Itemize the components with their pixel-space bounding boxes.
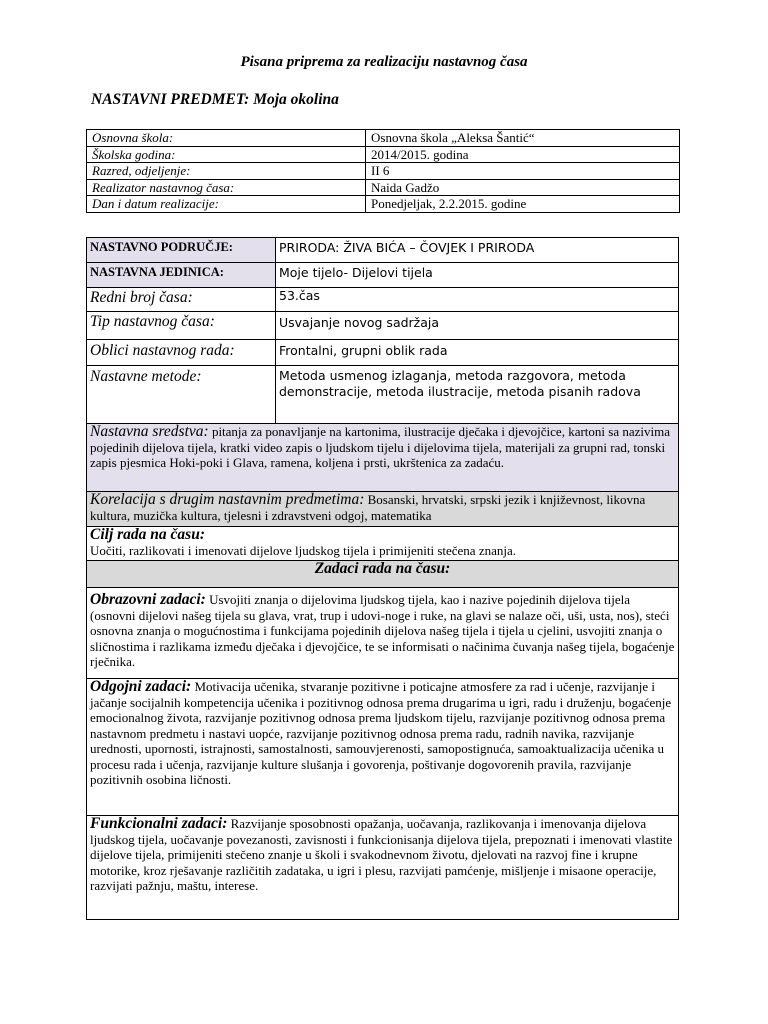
obrazovni-label: Obrazovni zadaci: (90, 591, 206, 608)
obrazovni-cell (87, 588, 679, 679)
table-row (87, 179, 680, 196)
info-value: II 6 (366, 163, 680, 180)
odgojni-text: Motivacija učenika, stvaranje pozitivne i poticajne atmosfere za rad i učenje, razvijanje i jačanje socijalnih kompetencija učenika i pozitivnog odnosa prema drugarima u igri, radu i druženju, bogaćenje emocionalnog života, razvijanje pozitivnog odnosa prema ljudskom tijelu, razvijanje pozitivnog odnosa prema nastavnom predmetu i nastavi uopće, razvijanje pozitivnog odnosa prema radu, radnih navika, razvijanje urednosti, upornosti, istrajnosti, samostalnosti, samouvjerenosti, samopostignuća, samoaktualizacija učenika u procesu rada i učenja, razvijanje kulture slušanja i govorenja, poštivanje dogovorenih pravila, razvijanje pozitivnih osobina ličnosti. (90, 679, 672, 787)
row-value: 53.čas (276, 288, 679, 312)
school-info-table (86, 129, 680, 213)
table-row (87, 679, 679, 816)
info-label: Razred, odjeljenje: (87, 163, 366, 180)
table-row (87, 588, 679, 679)
sredstva-label: Nastavna sredstva: (90, 423, 209, 440)
funkcionalni-cell (87, 816, 679, 920)
table-row (87, 366, 679, 424)
info-value: Ponedjeljak, 2.2.2015. godine (366, 196, 680, 213)
table-row (87, 196, 680, 213)
obrazovni-text: Usvojiti znanja o dijelovima ljudskog tijela, kao i nazive pojedinih dijelova tijela (osnovni dijelovi našeg tijela su glava, vrat, trup i udovi-noge i ruke, na glavi se nalaze oči, uši, usta, nos), steći osnovna znanja o mogućnostima i funkcijama pojedinih dijelova našeg tijela i tijela u cjelini, usvojiti znanja o sličnostima i razlikama između dječaka i djevojčice, te se informisati o načinima čuvanja našeg tijela, bogaćenje rječnika. (90, 592, 675, 669)
table-row (87, 527, 679, 561)
row-value: Frontalni, grupni oblik rada (276, 340, 679, 366)
info-label: Realizator nastavnog časa: (87, 179, 366, 196)
zadaci-heading-cell (87, 561, 679, 588)
table-row (87, 312, 679, 340)
cilj-cell (87, 527, 679, 561)
funkcionalni-label: Funkcionalni zadaci: (90, 815, 228, 832)
korelacija-text: Bosanski, hrvatski, srpski jezik i književnost, likovna kultura, muzička kultura, tjelesni i zdravstveni odgoj, matematika (90, 492, 646, 523)
odgojni-label: Odgojni zadaci: (90, 678, 192, 695)
table-row (87, 130, 680, 147)
korelacija-cell (87, 492, 679, 527)
info-label: Školska godina: (87, 146, 366, 163)
info-value: Osnovna škola „Aleksa Šantić“ (366, 130, 680, 147)
info-value: Naida Gadžo (366, 179, 680, 196)
table-row (87, 424, 679, 492)
row-label: Redni broj časa: (87, 288, 276, 312)
info-value: 2014/2015. godina (366, 146, 680, 163)
info-label: Osnovna škola: (87, 130, 366, 147)
sredstva-text: pitanja za ponavljanje na kartonima, ilustracije dječaka i djevojčice, kartoni sa nazivima pojedinih dijelova tijela, kratki video zapis o ljudskom tijelu i dijelovima tijela, materijali za grupni rad, tonski zapis pjesmica Hoki-poki i Glava, ramena, koljena i prsti, ukrštenica za zadaću. (90, 424, 670, 470)
row-label: Nastavne metode: (87, 366, 276, 424)
cilj-label: Cilj rada na času: (90, 526, 205, 543)
lesson-plan-table (86, 237, 679, 920)
row-label: Tip nastavnog časa: (87, 312, 276, 340)
table-row (87, 263, 679, 288)
row-value: Metoda usmenog izlaganja, metoda razgovora, metoda demonstracije, metoda ilustracije, metoda pisanih radova (276, 366, 679, 424)
row-value: Moje tijelo- Dijelovi tijela (276, 263, 679, 288)
odgojni-cell (87, 679, 679, 816)
table-row (87, 288, 679, 312)
table-row (87, 163, 680, 180)
table-row (87, 492, 679, 527)
row-value: PRIRODA: ŽIVA BIĆA – ČOVJEK I PRIRODA (276, 238, 679, 263)
cilj-text: Uočiti, razlikovati i imenovati dijelove ljudskog tijela i primijeniti stečena znanja. (90, 542, 516, 558)
row-label: NASTAVNA JEDINICA: (87, 263, 276, 288)
table-row (87, 340, 679, 366)
document-title: Pisana priprema za realizaciju nastavnog časa (240, 54, 528, 70)
sredstva-cell (87, 424, 679, 492)
funkcionalni-text: Razvijanje sposobnosti opažanja, uočavanja, razlikovanja i imenovanja dijelova ljudskog tijela, uočavanje povezanosti, zavisnosti i funkcionisanja dijelova tijela, prepoznati i imenovati vlastite dijelove tijela, primijeniti stečeno znanje u školi i svakodnevnom životu, djelovati na razvoj fine i krupne motorike, kroz rješavanje različitih zadataka, u igri i plesu, razvijati pamćenje, mišljenje i misaone operacije, razvijati pažnju, maštu, interese. (90, 816, 673, 893)
table-row (87, 816, 679, 920)
table-row (87, 561, 679, 588)
subject-heading: NASTAVNI PREDMET: Moja okolina (91, 91, 339, 108)
table-row (87, 238, 679, 263)
row-value: Usvajanje novog sadržaja (276, 312, 679, 340)
zadaci-heading: Zadaci rada na času: (314, 560, 451, 577)
table-row (87, 146, 680, 163)
row-label: Oblici nastavnog rada: (87, 340, 276, 366)
korelacija-label: Korelacija s drugim nastavnim predmetima: (90, 491, 365, 508)
info-label: Dan i datum realizacije: (87, 196, 366, 213)
row-label: NASTAVNO PODRUČJE: (87, 238, 276, 263)
